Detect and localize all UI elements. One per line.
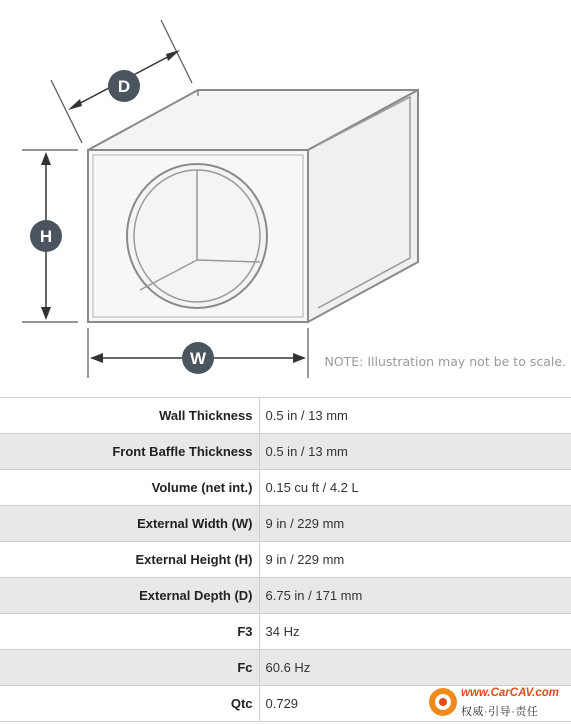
width-label: W (189, 349, 207, 368)
watermark-domain: www.CarCAV.com (461, 687, 559, 699)
table-row (0, 398, 571, 434)
spec-label: F3 (0, 614, 259, 650)
spec-label: Front Baffle Thickness (0, 434, 259, 470)
depth-label: D (117, 77, 131, 96)
spec-label: Volume (net int.) (0, 470, 259, 506)
spec-label: Wall Thickness (0, 398, 259, 434)
specs-table (0, 397, 571, 722)
table-row (0, 542, 571, 578)
spec-value: 6.75 in / 171 mm (259, 578, 571, 614)
table-row (0, 470, 571, 506)
height-label: H (39, 227, 53, 246)
table-row (0, 578, 571, 614)
spec-value: 9 in / 229 mm (259, 506, 571, 542)
watermark (427, 685, 565, 721)
table-row (0, 506, 571, 542)
spec-value: 0.5 in / 13 mm (259, 434, 571, 470)
watermark-subtitle: 权威·引导·责任 (461, 706, 539, 718)
scale-note: NOTE: Illustration may not be to scale. (324, 354, 566, 369)
spec-value: 0.729 (259, 686, 571, 722)
table-row (0, 434, 571, 470)
spec-label: External Height (H) (0, 542, 259, 578)
spec-label: Fc (0, 650, 259, 686)
width-dimension (88, 328, 308, 378)
spec-label: External Width (W) (0, 506, 259, 542)
spec-value: 9 in / 229 mm (259, 542, 571, 578)
table-row (0, 650, 571, 686)
spec-value: 0.15 cu ft / 4.2 L (259, 470, 571, 506)
height-dimension (22, 150, 78, 322)
spec-value: 60.6 Hz (259, 650, 571, 686)
spec-label: External Depth (D) (0, 578, 259, 614)
table-row (0, 614, 571, 650)
spec-label: Qtc (0, 686, 259, 722)
spec-value: 0.5 in / 13 mm (259, 398, 571, 434)
spec-value: 34 Hz (259, 614, 571, 650)
watermark-logo-icon (427, 686, 459, 718)
